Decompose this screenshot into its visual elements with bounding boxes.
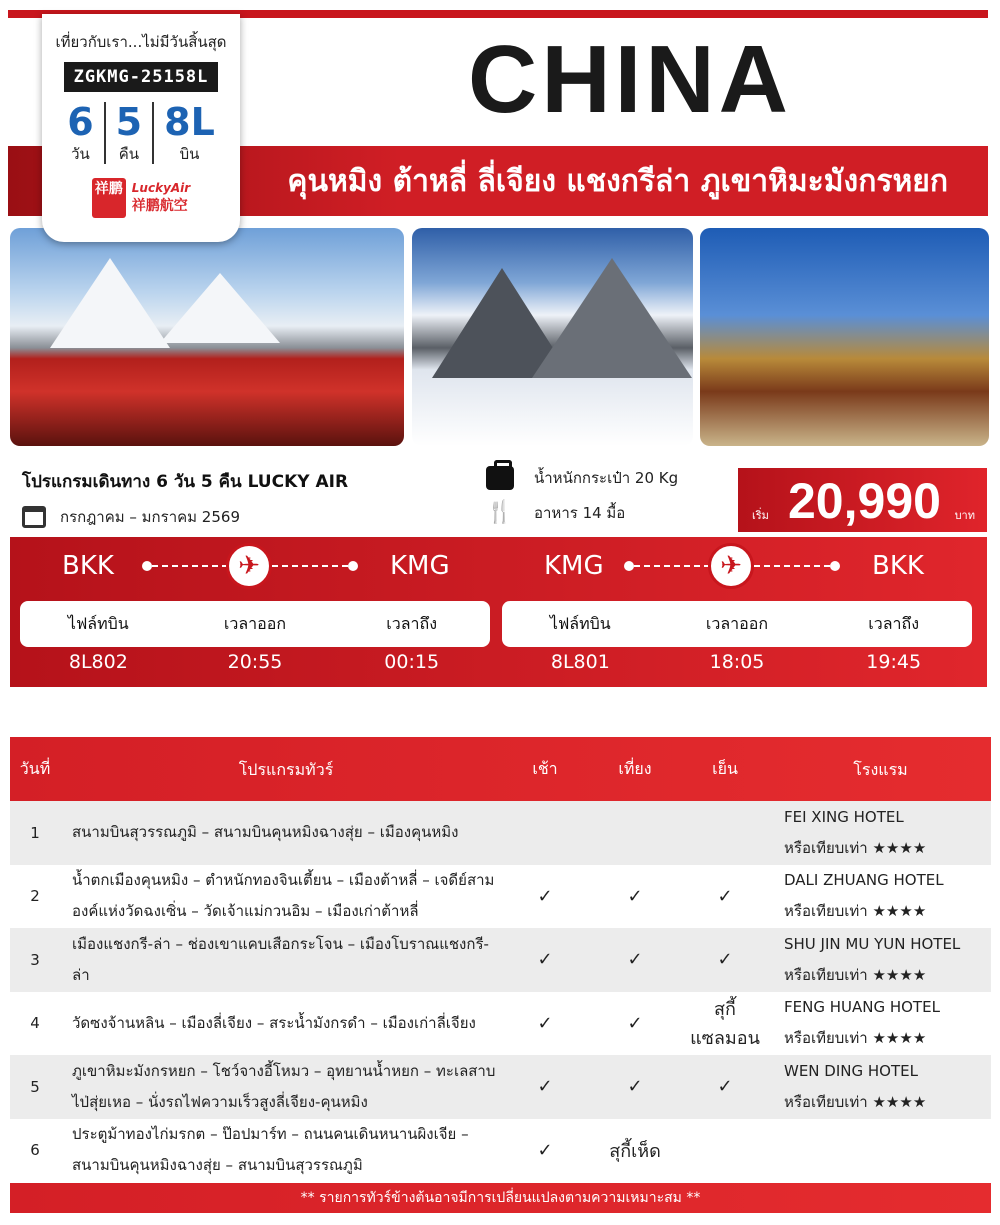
inclusions	[486, 466, 678, 535]
program-header: โปรแกรมทัวร์	[238, 759, 334, 779]
hotel-rating: หรือเทียบเท่า ★★★★	[784, 965, 927, 984]
depart-header: เวลาออก	[223, 614, 287, 633]
table-row	[10, 801, 991, 865]
outbound-flight-header	[20, 601, 490, 647]
breakfast-cell: ✓	[537, 1139, 553, 1161]
hotel-rating: หรือเทียบเท่า ★★★★	[784, 838, 927, 857]
dinner-cell: ✓	[717, 885, 733, 907]
inbound-flight	[492, 537, 962, 687]
flight-band	[10, 537, 987, 687]
days-unit: วัน	[71, 145, 90, 163]
days-number: 6	[67, 100, 94, 144]
impression-show-photo	[10, 228, 404, 446]
songzanlin-monastery-photo	[700, 228, 989, 446]
price-amount: 20,990	[788, 473, 941, 529]
arrive-header: เวลาถึง	[386, 614, 438, 633]
dinner-cell: ✓	[717, 1076, 733, 1098]
breakfast-cell: ✓	[537, 949, 553, 971]
program-cell: ภูเขาหิมะมังกรหยก – โชว์จางอี้โหมว – อุทยานน้ำหยก – ทะเลสาบไป่สุ่ยเหอ – นั่งรถไฟความเร็วสูงลี่เจียง-คุนหมิง	[72, 1061, 496, 1111]
arrive-time: 00:15	[384, 651, 440, 673]
seal-icon: 祥鹏	[92, 178, 126, 218]
day-cell: 6	[30, 1141, 40, 1160]
luggage-icon	[486, 466, 514, 490]
program-name: โปรแกรมเดินทาง 6 วัน 5 คืน LUCKY AIR	[22, 472, 349, 492]
breakfast-header: เช้า	[532, 758, 558, 778]
hotel-cell	[770, 865, 991, 927]
outbound-flight	[10, 537, 480, 687]
price-box	[738, 468, 987, 532]
price-currency: บาท	[954, 509, 975, 522]
day-cell: 1	[30, 823, 40, 842]
day-cell: 3	[30, 950, 40, 969]
program-cell: เมืองแชงกรี-ล่า – ช่องเขาแคบเสือกระโจน – เมืองโบราณแชงกรี-ล่า	[72, 934, 489, 984]
inbound-destination: BKK	[872, 551, 924, 581]
slogan: เที่ยวกับเรา...ไม่มีวันสิ้นสุด	[55, 33, 227, 51]
depart-time: 20:55	[227, 651, 283, 673]
program-cell: น้ำตกเมืองคุนหมิง – ตำหนักทองจินเตี้ยน – เมืองต้าหลี่ – เจดีย์สามองค์แห่งวัดฉงเซิ่น – วัดเจ้าแม่กวนอิม – เมืองเก่าต้าหลี่	[72, 871, 495, 921]
table-row	[10, 992, 991, 1056]
table-row	[10, 928, 991, 992]
inbound-flight-header	[502, 601, 972, 647]
outbound-destination: KMG	[390, 551, 450, 581]
day-cell: 2	[30, 887, 40, 906]
hotel-name: FENG HUANG HOTEL	[784, 998, 940, 1017]
airline-unit: บิน	[179, 145, 200, 163]
lunch-header: เที่ยง	[618, 758, 652, 778]
airline-name-cn: 祥鹏航空	[131, 198, 188, 214]
disclaimer: ** รายการทัวร์ข้างต้นอาจมีการเปลี่ยนแปลงตามความเหมาะสม **	[10, 1183, 991, 1213]
calendar-icon	[22, 506, 46, 528]
airplane-icon: ✈	[708, 543, 754, 589]
hotel-rating: หรือเทียบเท่า ★★★★	[784, 902, 927, 921]
arrive-header: เวลาถึง	[868, 614, 920, 633]
inbound-flight-values	[502, 651, 972, 673]
dinner-cell: สุกี้แซลมอน	[690, 999, 760, 1050]
airplane-icon: ✈	[226, 543, 272, 589]
table-row	[10, 1119, 991, 1183]
hotel-rating: หรือเทียบเท่า ★★★★	[784, 1092, 927, 1111]
depart-time: 18:05	[709, 651, 765, 673]
depart-header: เวลาออก	[705, 614, 769, 633]
outbound-origin: BKK	[62, 551, 114, 581]
day-cell: 4	[30, 1014, 40, 1033]
hotel-cell	[770, 1056, 991, 1118]
jade-dragon-mountain-photo	[412, 228, 693, 446]
lunch-cell: ✓	[627, 949, 643, 971]
nights-stat	[106, 102, 154, 164]
page-title: CHINA	[468, 26, 792, 133]
hotel-name: WEN DING HOTEL	[784, 1061, 918, 1080]
days-stat	[57, 102, 105, 164]
program-info	[22, 468, 348, 529]
dinner-cell: ✓	[717, 949, 733, 971]
fork-knife-icon: 🍴	[486, 500, 514, 525]
price-start-label: เริ่ม	[752, 509, 769, 522]
hotel-cell	[770, 992, 991, 1054]
airline-code: 8L	[164, 100, 215, 144]
itinerary-table	[10, 737, 991, 1182]
program-cell: วัดซงจ้านหลิน – เมืองลี่เจียง – สระน้ำมังกรดำ – เมืองเก่าลี่เจียง	[72, 1013, 476, 1032]
duration-stats	[42, 102, 240, 164]
outbound-flight-values	[20, 651, 490, 673]
hotel-header: โรงแรม	[853, 759, 908, 779]
tour-code: ZGKMG-25158L	[64, 62, 219, 92]
nights-unit: คืน	[118, 145, 140, 163]
baggage-allowance: น้ำหนักกระเป๋า 20 Kg	[534, 469, 679, 487]
lucky-air-logo	[42, 178, 240, 218]
dinner-header: เย็น	[712, 758, 738, 778]
lunch-cell: ✓	[627, 1012, 643, 1034]
flight-header: ไฟล์ทบิน	[67, 614, 129, 633]
hotel-rating: หรือเทียบเท่า ★★★★	[784, 1029, 927, 1048]
lunch-cell: สุกี้เห็ด	[609, 1140, 661, 1162]
program-cell: ประตูม้าทองไก่มรกต – ป๊อปมาร์ท – ถนนคนเดินหนานผิงเจีย – สนามบินคุนหมิงฉางสุ่ย – สนามบินสุวรรณภูมิ	[72, 1125, 469, 1175]
breakfast-cell: ✓	[537, 885, 553, 907]
table-row	[10, 1055, 991, 1119]
flight-number: 8L801	[550, 651, 610, 673]
lunch-cell: ✓	[627, 885, 643, 907]
airline-name-en: LuckyAir	[131, 181, 191, 195]
hotel-name: SHU JIN MU YUN HOTEL	[784, 934, 961, 953]
hotel-name: DALI ZHUANG HOTEL	[784, 871, 944, 890]
hotel-name: FEI XING HOTEL	[784, 807, 904, 826]
breakfast-cell: ✓	[537, 1012, 553, 1034]
day-cell: 5	[30, 1077, 40, 1096]
airline-stat	[154, 102, 225, 164]
flight-header: ไฟล์ทบิน	[549, 614, 611, 633]
lunch-cell: ✓	[627, 1076, 643, 1098]
hotel-cell	[770, 802, 991, 864]
meals-count: อาหาร 14 มื้อ	[534, 503, 626, 522]
tour-badge	[42, 14, 240, 242]
program-cell: สนามบินสุวรรณภูมิ – สนามบินคุนหมิงฉางสุ่ย – เมืองคุนหมิง	[72, 823, 459, 842]
destinations-subtitle: คุนหมิง ต้าหลี่ ลี่เจียง แชงกรีล่า ภูเขาหิมะมังกรหยก	[287, 164, 948, 199]
breakfast-cell: ✓	[537, 1076, 553, 1098]
travel-period: กรกฎาคม – มกราคม 2569	[60, 508, 240, 526]
arrive-time: 19:45	[866, 651, 922, 673]
table-header	[10, 737, 991, 801]
nights-number: 5	[115, 100, 143, 144]
hotel-cell	[770, 929, 991, 991]
table-row	[10, 865, 991, 929]
flight-number: 8L802	[68, 651, 128, 673]
day-header: วันที่	[19, 758, 51, 778]
inbound-origin: KMG	[544, 551, 604, 581]
